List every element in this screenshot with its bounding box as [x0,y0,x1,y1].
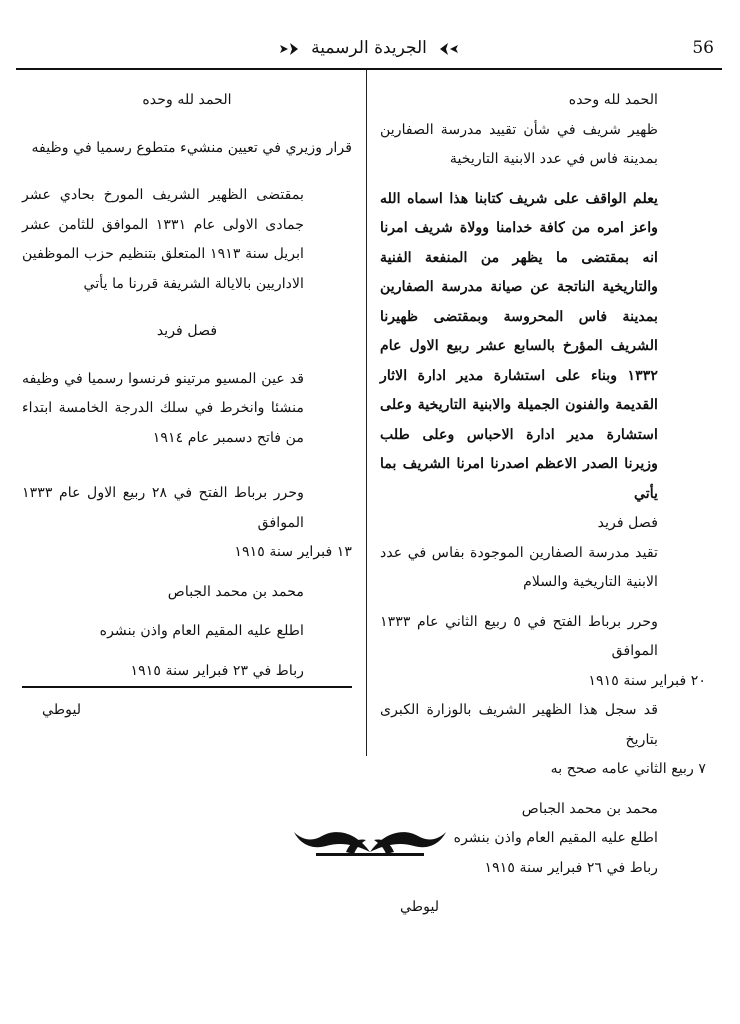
approval-text: اطلع عليه المقيم العام واذن بنشره [99,623,304,639]
section-title: فصل فريد [156,323,218,339]
column-divider [366,70,367,756]
decree-preamble: بمقتضى الظهير الشريف المورخ بحادي عشر جمادى الاولى عام ١٣٣١ الموافق للثامن عشر ابريل سنة ١٩١٣ المتعلق بتنظيم حزب الموظفين الاداريين بالايالة الشريفة قررنا ما يأتي [22,187,305,292]
registration-date: ٧ ربيع الثاني عامه صحح به [550,761,706,777]
decree-heading: ظهير شريف في شأن تقييد مدرسة الصفارين بمدينة فاس في عدد الابنية التاريخية [380,121,658,167]
ornament-left-icon [278,42,300,56]
decree-heading: قرار وزيري في تعيين منشيء متطوع رسميا في وظيفه [31,139,352,156]
dated-line: وحرر برباط الفتح في ٢٨ ربيع الاول عام ١٣٣٣ الموافق [22,485,305,531]
left-column [22,86,352,726]
approval-date: رباط في ٢٣ فبراير سنة ١٩١٥ [130,662,304,679]
running-title-wrapper [16,38,722,58]
ornament-right-icon [438,42,460,56]
left-column-end-rule [22,686,352,688]
decree-body: يعلم الواقف على شريف كتابنا هذا اسماه الله واعز امره من كافة خدامنا وولاة شريف امرنا انه بمقتضى ما يظهر من المنفعة الفنية والتاريخية الناتجة عن صيانة مدرسة الصفارين بمدينة فاس المحروسة وبمقتضى ظهيرنا الشريف المؤرخ بالسابع عشر ربيع الاول عام ١٣٣٢ وبناء على استشارة مدير ادارة الاثار القديمة والفنون الجميلة والابنية التاريخية وعلى استشارة مدير ادارة الاحباس وعلى طلب وزيرنا الصدر الاعظم اصدرنا امرنا الشريف بما يأتي [380,190,658,502]
header-rule [16,68,722,70]
resident-signature: ليوطي [400,899,440,915]
approval-date: رباط في ٢٦ فبراير سنة ١٩١٥ [484,859,658,876]
invocation: الحمد لله وحده [142,92,232,108]
dated-line: وحرر برباط الفتح في ٥ ربيع الثاني عام ١٣٣٣ الموافق [380,613,658,659]
signatory: محمد بن محمد الجباص [521,800,658,817]
scroll-ornament-icon [286,822,454,858]
approval-text: اطلع عليه المقيم العام واذن بنشره [453,830,658,846]
right-column [380,86,706,923]
running-title: الجريدة الرسمية [311,38,427,58]
dated-line-date: ٢٠ فبراير سنة ١٩١٥ [588,672,706,689]
dated-line-date: ١٣ فبراير سنة ١٩١٥ [234,544,352,560]
article-text: قد عين المسيو مرتينو فرنسوا رسميا في وظيفه منشئا وانخرط في سلك الدرجة الخامسة ابتداء من فاتح دسمبر عام ١٩١٤ [22,370,304,446]
registration-line: قد سجل هذا الظهير الشريف بالوزارة الكبرى بتاريخ [380,702,658,748]
section-title: فصل فريد [597,515,658,531]
signatory: محمد بن محمد الجباص [167,583,304,600]
invocation: الحمد لله وحده [568,92,658,108]
resident-signature: ليوطي [42,702,82,718]
page-number: 56 [692,38,714,58]
page-header [16,36,722,66]
article-text: تقيد مدرسة الصفارين الموجودة بفاس في عدد الابنية التاريخية والسلام [380,544,658,590]
